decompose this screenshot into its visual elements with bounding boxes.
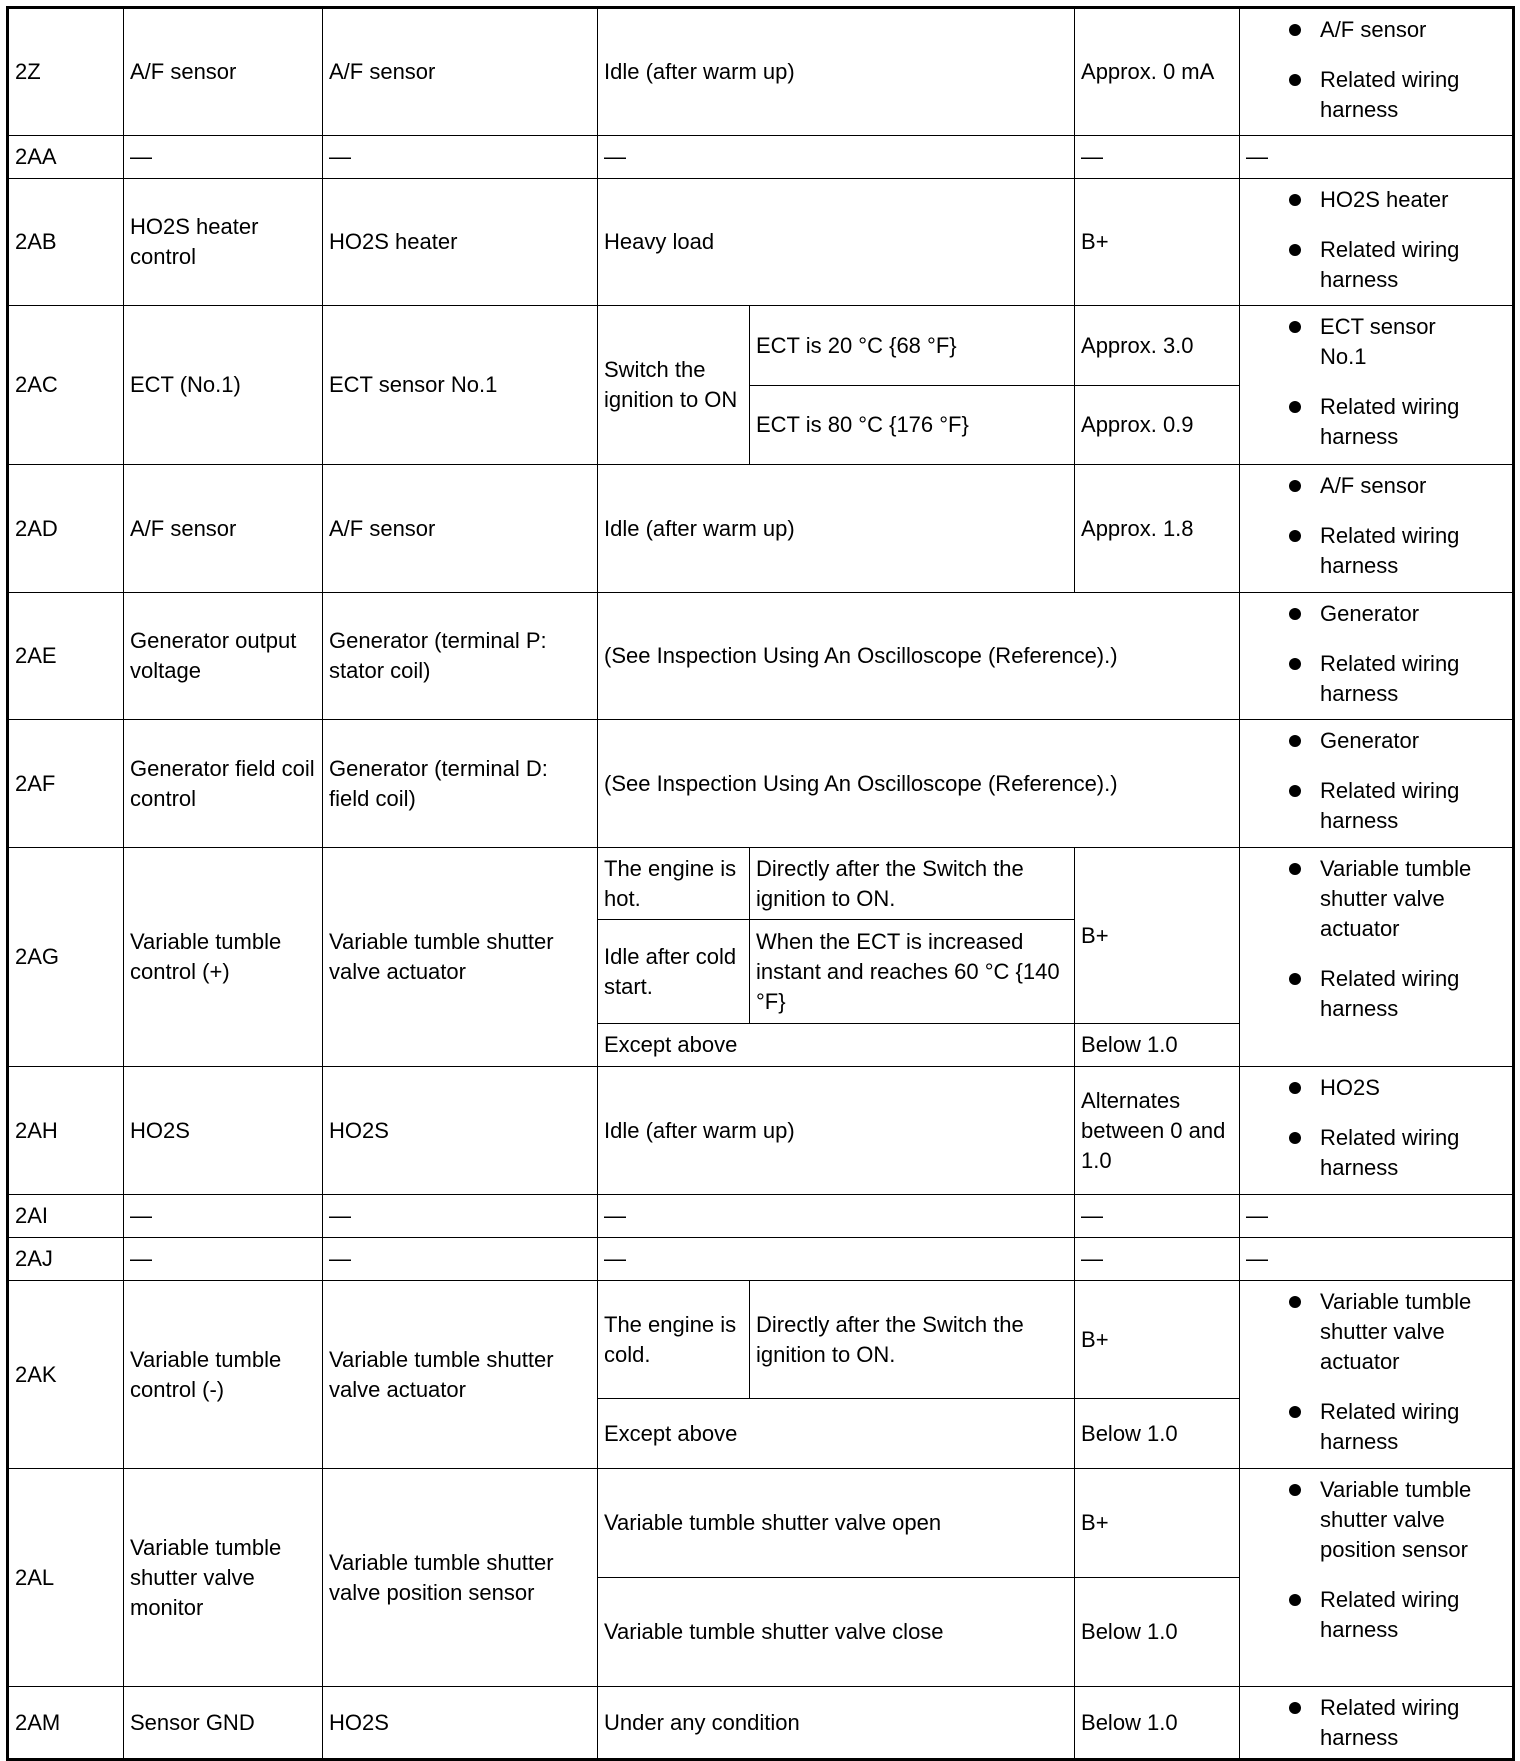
table-row — [8, 465, 1514, 593]
table-row — [8, 179, 1514, 306]
terminal: A/F sensor — [124, 8, 323, 136]
pin: 2AD — [8, 465, 124, 593]
condition: — — [598, 1195, 1075, 1238]
list-item: Related wiring harness — [1244, 65, 1488, 125]
value: Approx. 0 mA — [1075, 8, 1240, 136]
table-row — [8, 136, 1514, 179]
condition: Except above — [598, 1024, 1075, 1067]
list-item: ECT sensor No.1 — [1244, 312, 1488, 372]
list-item: Variable tumble shutter valve actuator — [1244, 1287, 1488, 1377]
table-row — [8, 1469, 1514, 1578]
list-item: Related wiring harness — [1244, 235, 1488, 295]
terminal: Sensor GND — [124, 1687, 323, 1760]
inspection-items: — — [1240, 136, 1514, 179]
sub-condition: When the ECT is increased instant and reaches 60 °C {140 °F} — [750, 920, 1075, 1024]
list-item: Variable tumble shutter valve actuator — [1244, 854, 1488, 944]
pin: 2AA — [8, 136, 124, 179]
list-item: Related wiring harness — [1244, 649, 1488, 709]
terminal: Variable tumble control (-) — [124, 1281, 323, 1469]
engine-state: The engine is cold. — [598, 1281, 750, 1399]
inspection-items: — — [1240, 1238, 1514, 1281]
pin: 2AI — [8, 1195, 124, 1238]
connected-to: Generator (terminal D: field coil) — [323, 720, 598, 848]
table-row — [8, 1687, 1514, 1760]
value: Approx. 1.8 — [1075, 465, 1240, 593]
list-item: Related wiring harness — [1244, 521, 1488, 581]
inspection-items — [1240, 8, 1514, 136]
value: B+ — [1075, 179, 1240, 306]
connected-to: — — [323, 1195, 598, 1238]
terminal: HO2S — [124, 1067, 323, 1195]
pin: 2AK — [8, 1281, 124, 1469]
pin: 2AJ — [8, 1238, 124, 1281]
terminal: HO2S heater control — [124, 179, 323, 306]
pin: 2AC — [8, 306, 124, 465]
terminal: ECT (No.1) — [124, 306, 323, 465]
table-row — [8, 1067, 1514, 1195]
pin: 2AM — [8, 1687, 124, 1760]
pin: 2AH — [8, 1067, 124, 1195]
pin: 2AL — [8, 1469, 124, 1687]
terminal: Variable tumble shutter valve monitor — [124, 1469, 323, 1687]
value: Below 1.0 — [1075, 1687, 1240, 1760]
list-item: A/F sensor — [1244, 15, 1488, 45]
inspection-items — [1240, 593, 1514, 720]
condition: (See Inspection Using An Oscilloscope (Reference).) — [598, 720, 1240, 848]
terminal: — — [124, 1195, 323, 1238]
table-row — [8, 593, 1514, 720]
terminal-voltage-table — [6, 6, 1515, 1761]
connected-to: — — [323, 1238, 598, 1281]
inspection-items — [1240, 720, 1514, 848]
value: — — [1075, 136, 1240, 179]
list-item: Generator — [1244, 726, 1488, 756]
connected-to: HO2S — [323, 1067, 598, 1195]
pin: 2AB — [8, 179, 124, 306]
terminal: — — [124, 1238, 323, 1281]
connected-to: HO2S heater — [323, 179, 598, 306]
inspection-items — [1240, 179, 1514, 306]
condition: — — [598, 136, 1075, 179]
pin: 2Z — [8, 8, 124, 136]
table-row — [8, 306, 1514, 386]
engine-state: The engine is hot. — [598, 848, 750, 920]
connected-to: A/F sensor — [323, 465, 598, 593]
connected-to: Variable tumble shutter valve position sensor — [323, 1469, 598, 1687]
terminal: — — [124, 136, 323, 179]
list-item: Related wiring harness — [1244, 1585, 1488, 1645]
inspection-items — [1240, 1469, 1514, 1687]
condition: — — [598, 1238, 1075, 1281]
inspection-items — [1240, 1281, 1514, 1469]
inspection-items — [1240, 1067, 1514, 1195]
pin: 2AF — [8, 720, 124, 848]
engine-state: Idle after cold start. — [598, 920, 750, 1024]
value: Below 1.0 — [1075, 1399, 1240, 1469]
terminal: Generator output voltage — [124, 593, 323, 720]
condition: Variable tumble shutter valve open — [598, 1469, 1075, 1578]
connected-to: Generator (terminal P: stator coil) — [323, 593, 598, 720]
value: B+ — [1075, 848, 1240, 1024]
table-row — [8, 8, 1514, 136]
connected-to: ECT sensor No.1 — [323, 306, 598, 465]
connected-to: HO2S — [323, 1687, 598, 1760]
value: B+ — [1075, 1469, 1240, 1578]
sub-condition: ECT is 80 °C {176 °F} — [750, 386, 1075, 465]
terminal: Generator field coil control — [124, 720, 323, 848]
inspection-items — [1240, 1687, 1514, 1760]
condition: Variable tumble shutter valve close — [598, 1578, 1075, 1687]
table-row — [8, 1195, 1514, 1238]
list-item: HO2S heater — [1244, 185, 1488, 215]
value: Approx. 3.0 — [1075, 306, 1240, 386]
inspection-items — [1240, 465, 1514, 593]
condition: Idle (after warm up) — [598, 8, 1075, 136]
sub-condition: ECT is 20 °C {68 °F} — [750, 306, 1075, 386]
value: B+ — [1075, 1281, 1240, 1399]
pin: 2AG — [8, 848, 124, 1067]
inspection-items — [1240, 848, 1514, 1067]
table-row — [8, 720, 1514, 848]
list-item: HO2S — [1244, 1073, 1488, 1103]
table-row — [8, 848, 1514, 920]
terminal: Variable tumble control (+) — [124, 848, 323, 1067]
value: Approx. 0.9 — [1075, 386, 1240, 465]
list-item: Related wiring harness — [1244, 1693, 1488, 1753]
value: Below 1.0 — [1075, 1578, 1240, 1687]
condition: Under any condition — [598, 1687, 1075, 1760]
list-item: A/F sensor — [1244, 471, 1488, 501]
sub-condition: Directly after the Switch the ignition to ON. — [750, 848, 1075, 920]
value: Below 1.0 — [1075, 1024, 1240, 1067]
condition: Heavy load — [598, 179, 1075, 306]
sub-condition: Directly after the Switch the ignition to ON. — [750, 1281, 1075, 1399]
value: — — [1075, 1195, 1240, 1238]
condition: Except above — [598, 1399, 1075, 1469]
condition: Idle (after warm up) — [598, 1067, 1075, 1195]
value: — — [1075, 1238, 1240, 1281]
connected-to: — — [323, 136, 598, 179]
terminal: A/F sensor — [124, 465, 323, 593]
condition: Idle (after warm up) — [598, 465, 1075, 593]
inspection-items: — — [1240, 1195, 1514, 1238]
list-item: Variable tumble shutter valve position sensor — [1244, 1475, 1488, 1565]
inspection-items — [1240, 306, 1514, 465]
list-item: Related wiring harness — [1244, 964, 1488, 1024]
list-item: Related wiring harness — [1244, 1123, 1488, 1183]
list-item: Generator — [1244, 599, 1488, 629]
value: Alternates between 0 and 1.0 — [1075, 1067, 1240, 1195]
table-row — [8, 1238, 1514, 1281]
pin: 2AE — [8, 593, 124, 720]
connected-to: A/F sensor — [323, 8, 598, 136]
list-item: Related wiring harness — [1244, 1397, 1488, 1457]
connected-to: Variable tumble shutter valve actuator — [323, 848, 598, 1067]
list-item: Related wiring harness — [1244, 776, 1488, 836]
condition: Switch the ignition to ON — [598, 306, 750, 465]
list-item: Related wiring harness — [1244, 392, 1488, 452]
connected-to: Variable tumble shutter valve actuator — [323, 1281, 598, 1469]
table-row — [8, 1281, 1514, 1399]
condition: (See Inspection Using An Oscilloscope (Reference).) — [598, 593, 1240, 720]
